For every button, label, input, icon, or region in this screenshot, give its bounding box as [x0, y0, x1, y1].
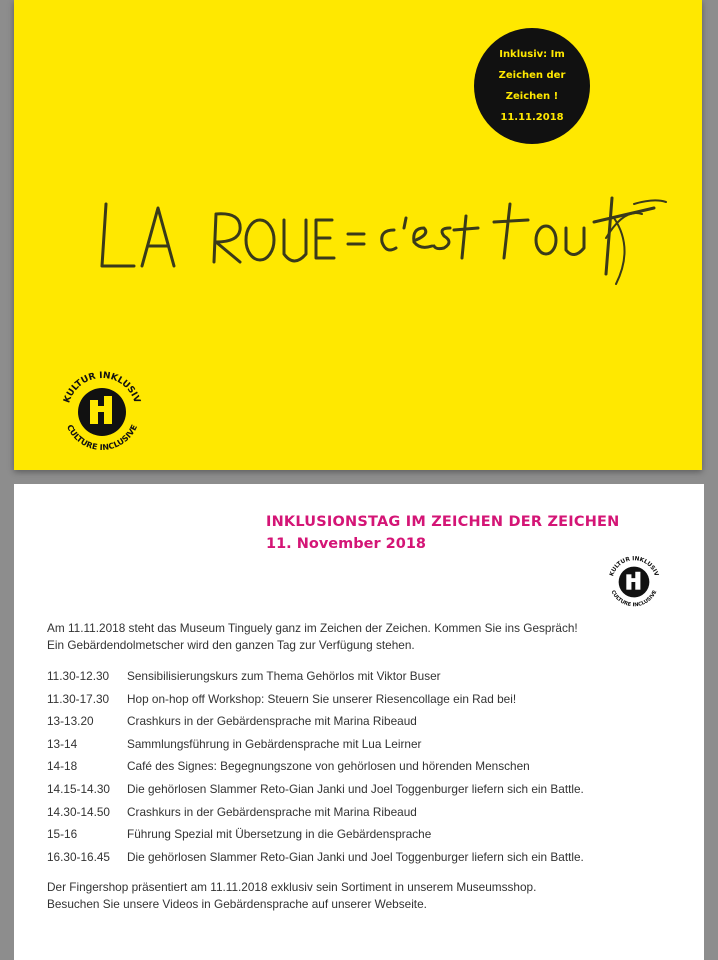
schedule-desc: Führung Spezial mit Übersetzung in die Gebärdensprache: [127, 827, 432, 842]
schedule-time: 16.30-16.45: [47, 849, 110, 864]
schedule-desc: Hop on-hop off Workshop: Steuern Sie unserer Riesencollage ein Rad bei!: [127, 691, 517, 706]
schedule-time: 14-18: [47, 759, 78, 774]
footer-text-1: Der Fingershop präsentiert am 11.11.2018 exklusiv sein Sortiment in unserem Museumsshop.: [47, 880, 537, 894]
schedule-desc: Die gehörlosen Slammer Reto-Gian Janki und Joel Toggenburger liefern sich ein Battle.: [127, 781, 584, 796]
event-badge: [474, 28, 590, 144]
schedule-row: [47, 688, 687, 711]
schedule-desc: Café des Signes: Begegnungszone von gehörlosen und hörenden Menschen: [127, 759, 530, 774]
schedule-desc: Sensibilisierungskurs zum Thema Gehörlos mit Viktor Buser: [127, 669, 441, 683]
logo-top-text: KULTUR INKLUSIV: [62, 370, 142, 405]
badge-date: 11.11.2018: [500, 112, 564, 123]
schedule-row: [47, 710, 687, 733]
schedule-row: [47, 665, 687, 688]
schedule-time: 15-16: [47, 827, 78, 842]
schedule-time: 14.30-14.50: [47, 804, 110, 819]
page-title: INKLUSIONSTAG IM ZEICHEN DER ZEICHEN: [266, 514, 620, 530]
postcard-front: [14, 0, 702, 470]
intro-text-1: Am 11.11.2018 steht das Museum Tinguely ganz im Zeichen der Zeichen. Kommen Sie ins Gespräch!: [47, 621, 578, 635]
schedule-desc: Crashkurs in der Gebärdensprache mit Marina Ribeaud: [127, 804, 417, 819]
badge-line-3: Zeichen !: [505, 91, 559, 102]
handwritten-slogan: [94, 178, 674, 290]
event-date: 11. November 2018: [266, 536, 426, 552]
schedule-row: [47, 733, 687, 756]
schedule-row: [47, 823, 687, 846]
schedule-row: [47, 801, 687, 824]
badge-line-1: Inklusiv: Im: [499, 49, 565, 60]
schedule-row: [47, 778, 687, 801]
schedule-time: 13-14: [47, 736, 78, 751]
logo-bottom-text: CULTURE INCLUSIVE: [609, 589, 659, 609]
schedule-desc: Die gehörlosen Slammer Reto-Gian Janki und Joel Toggenburger liefern sich ein Battle.: [127, 849, 584, 864]
schedule-row: [47, 846, 687, 869]
schedule-desc: Sammlungsführung in Gebärdensprache mit Lua Leirner: [127, 736, 422, 751]
postcard-back: [14, 484, 704, 960]
schedule-time: 11.30-17.30: [47, 691, 110, 706]
footer-text-2: Besuchen Sie unsere Videos in Gebärdensprache auf unserer Webseite.: [47, 897, 427, 911]
intro-text-2: Ein Gebärdendolmetscher wird den ganzen Tag zur Verfügung stehen.: [47, 638, 415, 652]
schedule-row: [47, 755, 687, 778]
logo-bottom-text: CULTURE INCLUSIVE: [64, 423, 140, 453]
kultur-inklusiv-logo-icon: [52, 362, 152, 462]
schedule-desc: Crashkurs in der Gebärdensprache mit Marina Ribeaud: [127, 714, 417, 729]
schedule-time: 14.15-14.30: [47, 781, 110, 796]
schedule-time: 11.30-12.30: [47, 669, 110, 683]
logo-top-text: KULTUR INKLUSIV: [609, 556, 659, 578]
kultur-inklusiv-logo-small-icon: [602, 550, 666, 614]
schedule-time: 13-13.20: [47, 714, 94, 729]
schedule-list: [47, 665, 687, 868]
badge-line-2: Zeichen der: [498, 70, 566, 81]
